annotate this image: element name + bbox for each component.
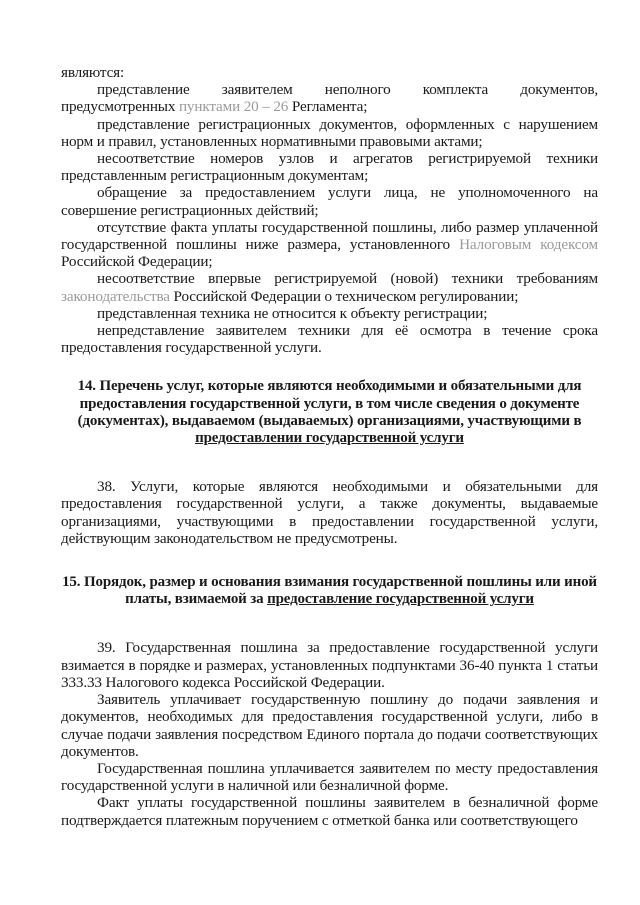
list-item: несоответствие номеров узлов и агрегатов регистрируемой техники представленным регистрационным документам; [61,150,598,185]
list-item: несоответствие впервые регистрируемой (новой) техники требованиям законодательства Российской Федерации о техническом регулировании; [61,270,598,305]
list-item: представление заявителем неполного комплекта документов, предусмотренных пунктами 20 – 26 Регламента; [61,81,598,116]
list-item: непредставление заявителем техники для её осмотра в течение срока предоставления государственной услуги. [61,322,598,357]
document-body [61,64,598,829]
section-14-heading: 14. Перечень услуг, которые являются необходимыми и обязательными для предоставления государственной услуги, в том числе сведения о документе (документах), выдаваемом (выдаваемых) организациями, участвующими в предоставлении государственной услуги [77,378,582,447]
section-14-paragraph: 38. Услуги, которые являются необходимыми и обязательными для предоставления государственной услуги, а также документы, выдаваемые организациями, участвующими в предоставлении государственной услуги, действующим законодательством не предусмотрены. [61,478,598,547]
section-15-heading: 15. Порядок, размер и основания взимания государственной пошлины или иной платы, взимаемой за предоставление государственной услуги [62,574,597,608]
list-item: представление регистрационных документов, оформленных с нарушением норм и правил, установленных нормативными правовыми актами; [61,115,598,150]
section-15-paragraph: Заявитель уплачивает государственную пошлину до подачи заявления и документов, необходимых для предоставления государственной услуги, либо в случае подачи заявления посредством Единого портала до подачи соответствующих документов. [61,691,598,760]
section-15-paragraph: Государственная пошлина уплачивается заявителем по месту предоставления государственной услуги в наличной или безналичной форме. [61,759,598,795]
list-intro: являются: [61,64,125,81]
list-item: представленная техника не относится к объекту регистрации; [97,304,488,322]
list-item: отсутствие факта уплаты государственной пошлины, либо размер уплаченной государственной пошлины ниже размера, установленного Налоговым кодексом Российской Федерации; [61,218,598,271]
section-15-paragraph: Факт уплаты государственной пошлины заявителем в безналичной форме подтверждается платежным поручением с отметкой банка или соответствующего [61,794,598,829]
section-15-paragraph: 39. Государственная пошлина за предоставление государственной услуги взимается в порядке и размерах, установленных подпунктами 36-40 пункта 1 статьи 333.33 Налогового кодекса Российской Федерации. [61,639,598,691]
list-item: обращение за предоставлением услуги лица, не уполномоченного на совершение регистрационных действий; [61,184,598,219]
